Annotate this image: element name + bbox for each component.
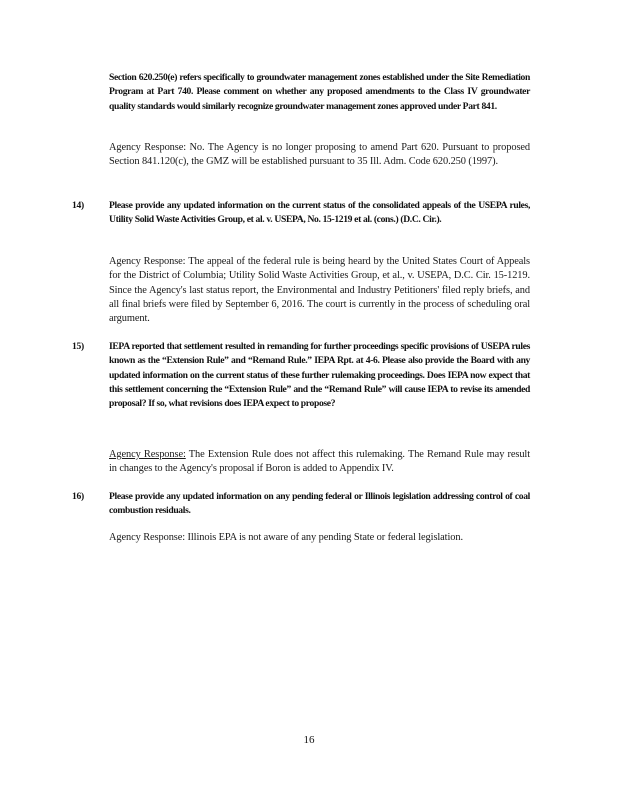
agency-response xyxy=(109,141,530,170)
response-text: Illinois EPA is not aware of any pending State or federal legislation. xyxy=(187,532,463,543)
response-text: No. The Agency is no longer proposing to amend Part 620. Pursuant to proposed Section 841.120(c), the GMZ will be established pursuant to 35 Ill. Adm. Code 620.250 (1997). xyxy=(109,142,530,168)
response-text: The Extension Rule does not affect this rulemaking. The Remand Rule may result in changes to the Agency's proposal if Boron is added to Appendix IV. xyxy=(109,449,530,475)
response-label: Agency Response: xyxy=(109,449,186,460)
question-number: 16) xyxy=(72,491,84,502)
question-text: Please provide any updated information on the current status of the consolidated appeals of the USEPA rules, Utility Solid Waste Activities Group, et al. v. USEPA, No. 15-1219 et al. (cons.) (D.C. Cir.). xyxy=(109,200,530,226)
question-text: Please provide any updated information on any pending federal or Illinois legislation addressing control of coal combustion residuals. xyxy=(109,491,530,517)
response-label: Agency Response: xyxy=(109,256,186,267)
page-number: 16 xyxy=(303,734,315,746)
question-text: Section 620.250(e) refers specifically to groundwater management zones established under the Site Remediation Program at Part 740. Please comment on whether any proposed amendments to the Class IV groundwater quality standards would similarly recognize groundwater management zones approved under Part 841. xyxy=(109,72,530,112)
question-number: 14) xyxy=(72,200,84,211)
question-number: 15) xyxy=(72,341,84,352)
agency-response xyxy=(109,448,530,477)
response-text: The appeal of the federal rule is being heard by the United States Court of Appeals for the District of Columbia; Utility Solid Waste Activities Group, et al., v. USEPA, D.C. Cir. 15-1219. Since the Agency's last status report, the Environmental and Industry Petitioners' filed reply briefs, and all final briefs were filed by September 6, 2016. The court is currently in the process of scheduling oral argument. xyxy=(109,256,531,325)
response-label: Agency Response: xyxy=(109,532,186,543)
question-text: IEPA reported that settlement resulted in remanding for further proceedings specific provisions of USEPA rules known as the “Extension Rule” and “Remand Rule.” IEPA Rpt. at 4-6. Please also provide the Board with any updated information on the current status of these further rulemaking proceedings. Does IEPA now expect that this settlement concerning the “Extension Rule” and the “Remand Rule” will cause IEPA to revise its amended proposal? If so, what revisions does IEPA expect to propose? xyxy=(109,341,530,410)
response-label: Agency Response: xyxy=(109,142,187,153)
agency-response xyxy=(109,255,530,326)
agency-response xyxy=(109,531,530,545)
